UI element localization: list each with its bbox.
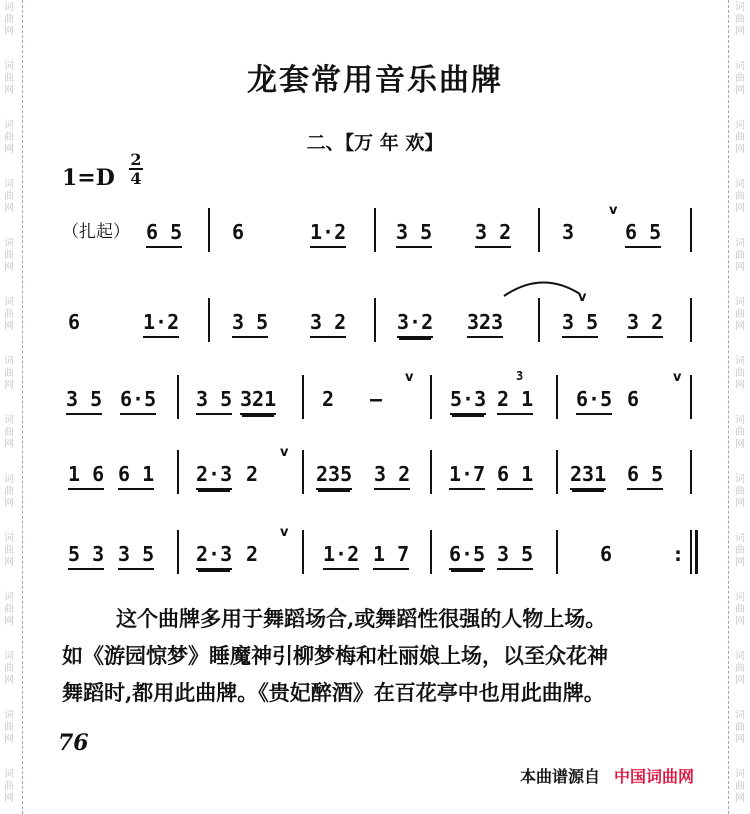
time-signature <box>129 152 143 186</box>
tune-subtitle: 二、【万 年 欢】 <box>306 132 444 154</box>
watermark-char: 曲 <box>735 781 745 792</box>
description-paragraph <box>62 600 702 711</box>
watermark-char: 词 <box>4 238 14 249</box>
source-label: 本曲谱源自 <box>520 767 601 786</box>
repeat-dots: : <box>672 542 685 566</box>
watermark-char: 词 <box>4 769 14 780</box>
key-signature: 1=D <box>62 165 115 191</box>
watermark-char: 曲 <box>4 545 14 556</box>
watermark-char: 曲 <box>735 250 745 261</box>
note-group: – <box>370 387 383 411</box>
note-group: 6 <box>232 220 245 244</box>
note-group: 3 5 <box>396 218 432 248</box>
meter-top: 2 <box>130 150 142 169</box>
watermark-char: 网 <box>735 498 745 509</box>
watermark-char: 网 <box>735 439 745 450</box>
note-group: 235 <box>316 460 352 490</box>
note-group: 3 5 <box>232 308 268 338</box>
barline <box>430 530 432 574</box>
source-site-link[interactable]: 中国词曲网 <box>614 767 695 786</box>
watermark-char: 词 <box>4 651 14 662</box>
watermark-char: 曲 <box>4 309 14 320</box>
watermark-stamp <box>733 710 747 746</box>
breath-mark: v <box>609 203 618 218</box>
score-row-5 <box>0 525 750 586</box>
watermark-char: 网 <box>4 203 14 214</box>
watermark-char: 曲 <box>735 427 745 438</box>
watermark-stamp <box>733 592 747 628</box>
watermark-char: 曲 <box>4 132 14 143</box>
watermark-char: 词 <box>4 710 14 721</box>
watermark-char: 曲 <box>735 309 745 320</box>
watermark-stamp <box>2 710 16 746</box>
watermark-char: 网 <box>4 793 14 804</box>
barline <box>430 450 432 494</box>
watermark-char: 词 <box>735 710 745 721</box>
note-group: 2 1 <box>497 385 533 415</box>
watermark-char: 词 <box>735 592 745 603</box>
watermark-char: 词 <box>4 120 14 131</box>
barline <box>538 208 540 252</box>
note-group: 6 <box>627 387 640 411</box>
watermark-char: 词 <box>4 474 14 485</box>
note-group: 6·5 <box>449 540 485 570</box>
note-group: 231 <box>570 460 606 490</box>
watermark-char: 词 <box>735 651 745 662</box>
watermark-char: 曲 <box>735 14 745 25</box>
watermark-char: 曲 <box>4 427 14 438</box>
note-group: 6·5 <box>120 385 156 415</box>
watermark-char: 网 <box>735 203 745 214</box>
watermark-char: 曲 <box>4 73 14 84</box>
watermark-char: 网 <box>735 380 745 391</box>
watermark-char: 网 <box>4 557 14 568</box>
note-group: 3 2 <box>310 308 346 338</box>
barline <box>538 298 540 342</box>
note-group: 6 <box>600 542 613 566</box>
page-title: 龙套常用音乐曲牌 <box>247 63 503 98</box>
watermark-char: 词 <box>735 61 745 72</box>
barline <box>177 375 179 419</box>
watermark-char: 词 <box>735 769 745 780</box>
note-group: 2·3 <box>196 460 232 490</box>
note-group: （扎起） <box>62 222 130 242</box>
source-credit <box>520 764 694 787</box>
note-group: 3 2 <box>475 218 511 248</box>
note-group: 1·2 <box>310 218 346 248</box>
watermark-stamp <box>2 592 16 628</box>
note-group: 6 1 <box>118 460 154 490</box>
tie-slur <box>502 276 582 298</box>
note-group: 1·2 <box>323 540 359 570</box>
watermark-stamp <box>2 651 16 687</box>
watermark-char: 词 <box>735 356 745 367</box>
watermark-char: 网 <box>4 262 14 273</box>
watermark-char: 网 <box>4 380 14 391</box>
watermark-char: 网 <box>735 262 745 273</box>
watermark-stamp <box>733 769 747 805</box>
watermark-char: 网 <box>735 321 745 332</box>
watermark-char: 曲 <box>4 781 14 792</box>
watermark-char: 网 <box>4 439 14 450</box>
note-group: 3 5 <box>562 308 598 338</box>
paragraph-line: 这个曲牌多用于舞蹈场合,或舞蹈性很强的人物上场。 <box>116 606 607 631</box>
watermark-char: 词 <box>735 297 745 308</box>
note-group: 6 5 <box>625 218 661 248</box>
note-group: 6 <box>68 310 81 334</box>
watermark-char: 曲 <box>4 368 14 379</box>
watermark-char: 曲 <box>4 191 14 202</box>
barline <box>177 450 179 494</box>
watermark-char: 曲 <box>735 368 745 379</box>
watermark-char: 词 <box>735 179 745 190</box>
watermark-char: 词 <box>4 592 14 603</box>
watermark-stamp <box>2 2 16 38</box>
barline <box>690 208 692 252</box>
paragraph-line: 如《游园惊梦》睡魔神引柳梦梅和杜丽娘上场，以至众花神 <box>62 643 608 668</box>
note-group: 3 2 <box>374 460 410 490</box>
final-barline <box>695 530 698 574</box>
paragraph-line: 舞蹈时,都用此曲牌。《贵妃醉酒》在百花亭中也用此曲牌。 <box>62 680 605 705</box>
score-row-4 <box>0 445 750 506</box>
watermark-char: 网 <box>735 26 745 37</box>
note-group: 1·7 <box>449 460 485 490</box>
watermark-char: 曲 <box>735 545 745 556</box>
page-number: 76 <box>58 730 89 756</box>
note-group: 3 5 <box>66 385 102 415</box>
note-group: 3 5 <box>196 385 232 415</box>
watermark-char: 曲 <box>735 722 745 733</box>
note-group: 6·5 <box>576 385 612 415</box>
note-group: 6 5 <box>146 218 182 248</box>
watermark-stamp <box>733 179 747 215</box>
breath-mark: v <box>280 445 289 460</box>
watermark-char: 词 <box>735 2 745 13</box>
watermark-char: 曲 <box>4 604 14 615</box>
breath-mark: v <box>578 290 587 305</box>
watermark-char: 网 <box>735 793 745 804</box>
breath-mark: v <box>405 370 414 385</box>
barline <box>430 375 432 419</box>
watermark-char: 曲 <box>4 663 14 674</box>
watermark-char: 网 <box>735 557 745 568</box>
watermark-char: 曲 <box>735 604 745 615</box>
watermark-char: 词 <box>4 415 14 426</box>
watermark-char: 网 <box>4 85 14 96</box>
barline <box>556 450 558 494</box>
watermark-char: 网 <box>735 675 745 686</box>
barline <box>302 375 304 419</box>
watermark-char: 网 <box>4 734 14 745</box>
watermark-char: 网 <box>4 616 14 627</box>
watermark-char: 词 <box>735 120 745 131</box>
watermark-char: 曲 <box>735 73 745 84</box>
watermark-char: 曲 <box>735 663 745 674</box>
barline <box>302 450 304 494</box>
barline <box>690 375 692 419</box>
watermark-char: 词 <box>735 415 745 426</box>
watermark-char: 词 <box>4 2 14 13</box>
watermark-char: 词 <box>735 533 745 544</box>
watermark-stamp <box>2 179 16 215</box>
grace-note: 3 <box>516 369 524 383</box>
note-group: 2 <box>322 387 335 411</box>
barline <box>302 530 304 574</box>
note-group: 2·3 <box>196 540 232 570</box>
note-group: 3 5 <box>118 540 154 570</box>
breath-mark: v <box>280 525 289 540</box>
watermark-stamp <box>733 2 747 38</box>
score-row-2 <box>0 290 750 354</box>
note-group: 3 <box>562 220 575 244</box>
watermark-char: 词 <box>735 474 745 485</box>
note-group: 5 3 <box>68 540 104 570</box>
watermark-char: 曲 <box>4 486 14 497</box>
note-group: 1 6 <box>68 460 104 490</box>
note-group: 5·3 <box>450 385 486 415</box>
barline <box>690 450 692 494</box>
barline <box>374 208 376 252</box>
barline <box>690 298 692 342</box>
score-row-3 <box>0 369 750 431</box>
watermark-char: 网 <box>4 144 14 155</box>
watermark-char: 曲 <box>4 14 14 25</box>
meter-bottom: 4 <box>130 169 142 188</box>
watermark-char: 网 <box>735 734 745 745</box>
note-group: 6 5 <box>627 460 663 490</box>
watermark-char: 曲 <box>735 132 745 143</box>
barline <box>208 298 210 342</box>
note-group: 6 1 <box>497 460 533 490</box>
note-group: 321 <box>240 385 276 415</box>
breath-mark: v <box>673 370 682 385</box>
watermark-stamp <box>2 769 16 805</box>
watermark-char: 词 <box>4 533 14 544</box>
note-group: 3 5 <box>497 540 533 570</box>
note-group: 323 <box>467 308 503 338</box>
watermark-char: 网 <box>4 26 14 37</box>
score-row-1 <box>0 203 750 264</box>
watermark-char: 曲 <box>4 250 14 261</box>
watermark-char: 词 <box>4 61 14 72</box>
watermark-char: 网 <box>4 321 14 332</box>
watermark-char: 词 <box>735 238 745 249</box>
watermark-char: 网 <box>4 675 14 686</box>
barline <box>556 375 558 419</box>
note-group: 2 <box>246 462 259 486</box>
watermark-char: 网 <box>4 498 14 509</box>
note-group: 3 2 <box>627 308 663 338</box>
watermark-char: 词 <box>4 297 14 308</box>
watermark-char: 网 <box>735 144 745 155</box>
watermark-char: 词 <box>4 179 14 190</box>
barline <box>690 530 692 574</box>
note-group: 2 <box>246 542 259 566</box>
note-group: 1·2 <box>143 308 179 338</box>
note-group: 1 7 <box>373 540 409 570</box>
watermark-char: 曲 <box>735 486 745 497</box>
watermark-char: 网 <box>735 616 745 627</box>
watermark-char: 曲 <box>4 722 14 733</box>
watermark-char: 词 <box>4 356 14 367</box>
barline <box>556 530 558 574</box>
barline <box>374 298 376 342</box>
watermark-char: 曲 <box>735 191 745 202</box>
barline <box>177 530 179 574</box>
watermark-stamp <box>733 651 747 687</box>
note-group: 3·2 <box>397 308 433 338</box>
watermark-char: 网 <box>735 85 745 96</box>
barline <box>208 208 210 252</box>
